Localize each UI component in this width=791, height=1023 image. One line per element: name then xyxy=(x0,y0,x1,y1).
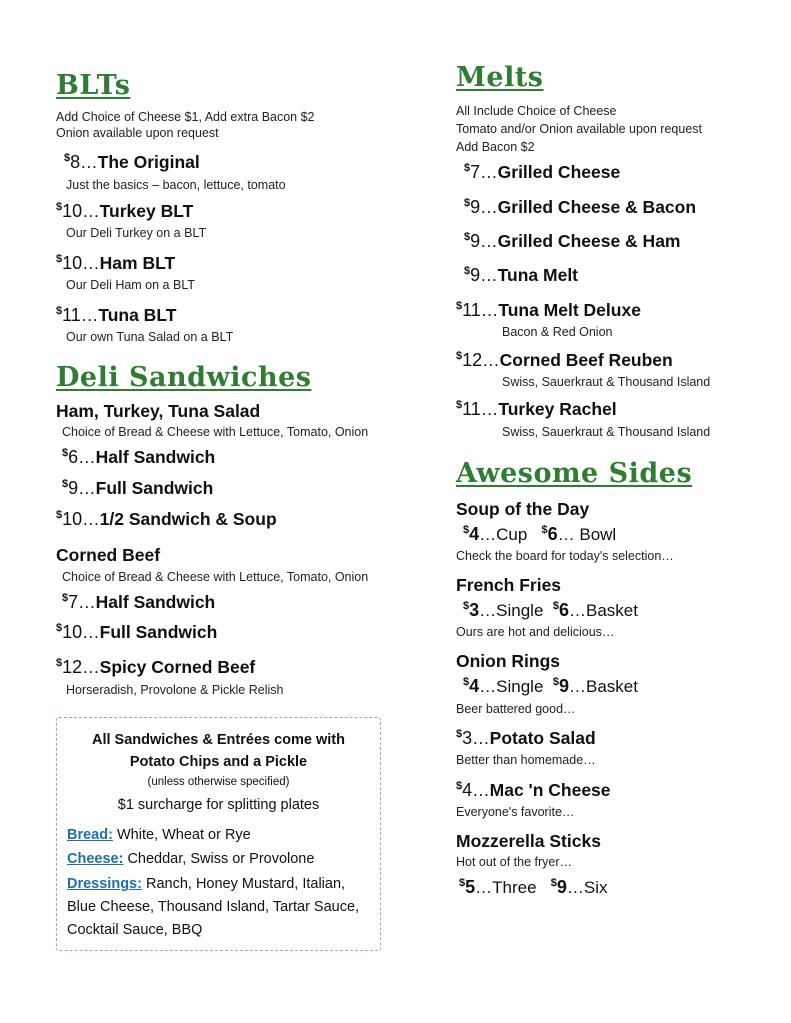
dots: … xyxy=(480,162,498,182)
size-label: Basket xyxy=(586,677,638,696)
price: 9 xyxy=(470,197,481,217)
item-name: Grilled Cheese xyxy=(497,162,621,182)
dots: … xyxy=(78,447,96,467)
item-name: Grilled Cheese & Ham xyxy=(497,231,681,251)
price: 11 xyxy=(462,300,481,320)
dots: … xyxy=(78,478,96,498)
blt-item-tuna xyxy=(56,305,176,326)
info-dressings-line3: Cocktail Sauce, BBQ xyxy=(67,922,203,938)
price: 10 xyxy=(62,622,83,642)
info-dressings-line2: Blue Cheese, Thousand Island, Tartar Sauce, xyxy=(67,899,360,915)
dollar-sign: $ xyxy=(56,622,63,634)
price: 9 xyxy=(556,877,567,897)
item-name: 1/2 Sandwich & Soup xyxy=(99,509,277,529)
item-name: Spicy Corned Beef xyxy=(99,657,256,677)
dollar-sign: $ xyxy=(552,600,559,612)
dollar-sign: $ xyxy=(456,350,463,362)
side-soup-desc: Check the board for today's selection… xyxy=(456,549,674,563)
blts-note-2: Onion available upon request xyxy=(56,126,219,140)
dots: … xyxy=(82,253,100,273)
dollar-sign: $ xyxy=(456,300,463,312)
price: 6 xyxy=(547,524,558,544)
info-line-2: Potato Chips and a Pickle xyxy=(129,754,308,770)
melt-item-bacon xyxy=(464,197,696,218)
cheese-value: Cheddar, Swiss or Provolone xyxy=(123,851,315,867)
melt-item-tuna xyxy=(464,265,578,286)
side-potato-salad xyxy=(456,728,596,749)
side-rings-desc: Beer battered good… xyxy=(456,702,576,716)
info-box xyxy=(56,717,381,951)
info-line-4: $1 surcharge for splitting plates xyxy=(117,797,320,813)
blt-desc-original: Just the basics – bacon, lettuce, tomato xyxy=(66,178,286,192)
price: 10 xyxy=(62,201,83,221)
melt-item-ham xyxy=(464,231,681,252)
melt-item-tuna-deluxe xyxy=(456,300,641,321)
dressings-value: Ranch, Honey Mustard, Italian, xyxy=(141,876,346,892)
deli1-item-soup xyxy=(56,509,277,530)
info-cheese xyxy=(67,851,314,867)
size-label: Six xyxy=(583,878,608,897)
item-name: Mac 'n Cheese xyxy=(489,780,611,800)
item-name: Half Sandwich xyxy=(95,592,216,612)
side-sticks-desc: Hot out of the fryer… xyxy=(456,855,573,869)
price: 4 xyxy=(462,780,473,800)
dressings-label: Dressings: xyxy=(67,876,142,892)
dots: … xyxy=(482,350,500,370)
item-name: Corned Beef Reuben xyxy=(499,350,673,370)
price: 12 xyxy=(462,350,483,370)
dots: … xyxy=(569,677,586,696)
melt-desc-tuna-deluxe: Bacon & Red Onion xyxy=(502,325,613,339)
deli-group2-desc: Choice of Bread & Cheese with Lettuce, Tomato, Onion xyxy=(62,570,369,584)
dots: … xyxy=(480,300,499,320)
deli-group1-name: Ham, Turkey, Tuna Salad xyxy=(56,401,261,421)
melts-note-1: All Include Choice of Cheese xyxy=(456,104,617,118)
melts-title: Melts xyxy=(456,62,544,93)
dots: … xyxy=(480,197,498,217)
dollar-sign: $ xyxy=(64,152,71,164)
blt-item-ham xyxy=(56,253,175,274)
dots: … xyxy=(479,601,497,620)
price: 8 xyxy=(70,152,81,172)
price: 4 xyxy=(469,676,480,696)
blt-desc-ham: Our Deli Ham on a BLT xyxy=(66,278,195,292)
price: 10 xyxy=(62,509,83,529)
side-rings-prices xyxy=(463,676,638,697)
blt-desc-turkey: Our Deli Turkey on a BLT xyxy=(66,226,207,240)
melt-desc-rachel: Swiss, Sauerkraut & Thousand Island xyxy=(502,425,711,439)
size-label: Cup xyxy=(496,525,528,544)
size-label: Basket xyxy=(586,601,638,620)
dots: … xyxy=(472,728,490,748)
dots: … xyxy=(480,265,498,285)
dots: … xyxy=(80,152,98,172)
info-line-3: (unless otherwise specified) xyxy=(147,776,290,788)
price: 5 xyxy=(465,877,476,897)
side-fries-prices xyxy=(463,600,638,621)
info-bread xyxy=(67,827,251,843)
dots: … xyxy=(78,592,96,612)
price: 11 xyxy=(462,399,481,419)
dots: … xyxy=(82,201,100,221)
price: 12 xyxy=(62,657,83,677)
side-mac-cheese xyxy=(456,780,611,801)
side-mac-desc: Everyone's favorite… xyxy=(456,805,575,819)
info-line-1: All Sandwiches & Entrées come with xyxy=(91,732,345,748)
item-name: Half Sandwich xyxy=(95,447,216,467)
dots: … xyxy=(479,677,497,696)
size-label: Bowl xyxy=(574,525,617,544)
info-dressings xyxy=(67,876,345,892)
deli-group2-name: Corned Beef xyxy=(56,545,161,565)
dollar-sign: $ xyxy=(456,780,463,792)
price: 4 xyxy=(469,524,480,544)
dots: … xyxy=(557,525,575,544)
dots: … xyxy=(475,878,493,897)
price: 10 xyxy=(62,253,83,273)
dollar-sign: $ xyxy=(56,657,63,669)
dollar-sign: $ xyxy=(464,265,471,277)
price: 3 xyxy=(462,728,473,748)
blts-note-1: Add Choice of Cheese $1, Add extra Bacon $2 xyxy=(56,110,315,124)
deli-group1-desc: Choice of Bread & Cheese with Lettuce, Tomato, Onion xyxy=(62,425,369,439)
dollar-sign: $ xyxy=(463,600,470,612)
side-soup-prices xyxy=(463,524,616,545)
dollar-sign: $ xyxy=(463,676,470,688)
side-soup-name: Soup of the Day xyxy=(456,499,590,519)
dots: … xyxy=(480,399,499,419)
dollar-sign: $ xyxy=(459,877,466,889)
item-name: Tuna Melt Deluxe xyxy=(498,300,641,320)
item-name: Full Sandwich xyxy=(95,478,214,498)
dots: … xyxy=(80,305,99,325)
price: 7 xyxy=(68,592,79,612)
price: 7 xyxy=(470,162,481,182)
dollar-sign: $ xyxy=(56,201,63,213)
dollar-sign: $ xyxy=(62,447,69,459)
side-sticks-name: Mozzerella Sticks xyxy=(456,831,601,851)
cheese-label: Cheese: xyxy=(67,851,124,867)
size-label: Three xyxy=(492,878,537,897)
dollar-sign: $ xyxy=(464,162,471,174)
item-name: Tuna Melt xyxy=(497,265,579,285)
item-name: Turkey BLT xyxy=(99,201,194,221)
dollar-sign: $ xyxy=(56,509,63,521)
side-fries-desc: Ours are hot and delicious… xyxy=(456,625,615,639)
item-name: Potato Salad xyxy=(489,728,596,748)
dots: … xyxy=(479,525,497,544)
price: 6 xyxy=(558,600,569,620)
deli2-item-half xyxy=(62,592,215,613)
melt-item-rachel xyxy=(456,399,617,420)
dots: … xyxy=(472,780,490,800)
melts-note-3: Add Bacon $2 xyxy=(456,140,535,154)
dollar-sign: $ xyxy=(463,524,470,536)
price: 9 xyxy=(558,676,569,696)
melt-desc-reuben: Swiss, Sauerkraut & Thousand Island xyxy=(502,375,711,389)
dots: … xyxy=(569,601,586,620)
deli2-item-spicy xyxy=(56,657,255,678)
dollar-sign: $ xyxy=(464,197,471,209)
dollar-sign: $ xyxy=(550,877,557,889)
melts-note-2: Tomato and/or Onion available upon request xyxy=(456,122,702,136)
dots: … xyxy=(82,657,100,677)
item-name: The Original xyxy=(97,152,200,172)
dollar-sign: $ xyxy=(56,253,63,265)
price: 3 xyxy=(469,600,480,620)
item-name: Tuna BLT xyxy=(98,305,177,325)
sides-title: Awesome Sides xyxy=(456,458,693,489)
item-name: Turkey Rachel xyxy=(498,399,617,419)
melt-item-grilled-cheese xyxy=(464,162,620,183)
price: 9 xyxy=(470,231,481,251)
side-rings-name: Onion Rings xyxy=(456,651,561,671)
blt-item-turkey xyxy=(56,201,193,222)
blt-item-original xyxy=(64,152,200,173)
deli2-desc-spicy: Horseradish, Provolone & Pickle Relish xyxy=(66,683,284,697)
side-potato-desc: Better than homemade… xyxy=(456,753,596,767)
price: 11 xyxy=(62,305,81,325)
dollar-sign: $ xyxy=(62,478,69,490)
bread-value: White, Wheat or Rye xyxy=(112,827,251,843)
dots: … xyxy=(82,509,100,529)
dollar-sign: $ xyxy=(56,305,63,317)
dollar-sign: $ xyxy=(62,592,69,604)
dots: … xyxy=(566,878,584,897)
deli1-item-half xyxy=(62,447,215,468)
size-label: Single xyxy=(496,601,544,620)
price: 6 xyxy=(68,447,79,467)
dots: … xyxy=(480,231,498,251)
item-name: Grilled Cheese & Bacon xyxy=(497,197,697,217)
dollar-sign: $ xyxy=(464,231,471,243)
item-name: Full Sandwich xyxy=(99,622,218,642)
bread-label: Bread: xyxy=(67,827,113,843)
blts-title: BLTs xyxy=(56,70,131,101)
dollar-sign: $ xyxy=(456,728,463,740)
dollar-sign: $ xyxy=(456,399,463,411)
side-sticks-prices xyxy=(459,877,608,898)
size-label: Single xyxy=(496,677,544,696)
deli-title: Deli Sandwiches xyxy=(56,362,312,393)
item-name: Ham BLT xyxy=(99,253,176,273)
price: 9 xyxy=(68,478,79,498)
price: 9 xyxy=(470,265,481,285)
deli2-item-full xyxy=(56,622,217,643)
side-fries-name: French Fries xyxy=(456,575,562,595)
melt-item-reuben xyxy=(456,350,673,371)
dollar-sign: $ xyxy=(552,676,559,688)
dollar-sign: $ xyxy=(541,524,548,536)
dots: … xyxy=(82,622,100,642)
deli1-item-full xyxy=(62,478,213,499)
blt-desc-tuna: Our own Tuna Salad on a BLT xyxy=(66,330,234,344)
